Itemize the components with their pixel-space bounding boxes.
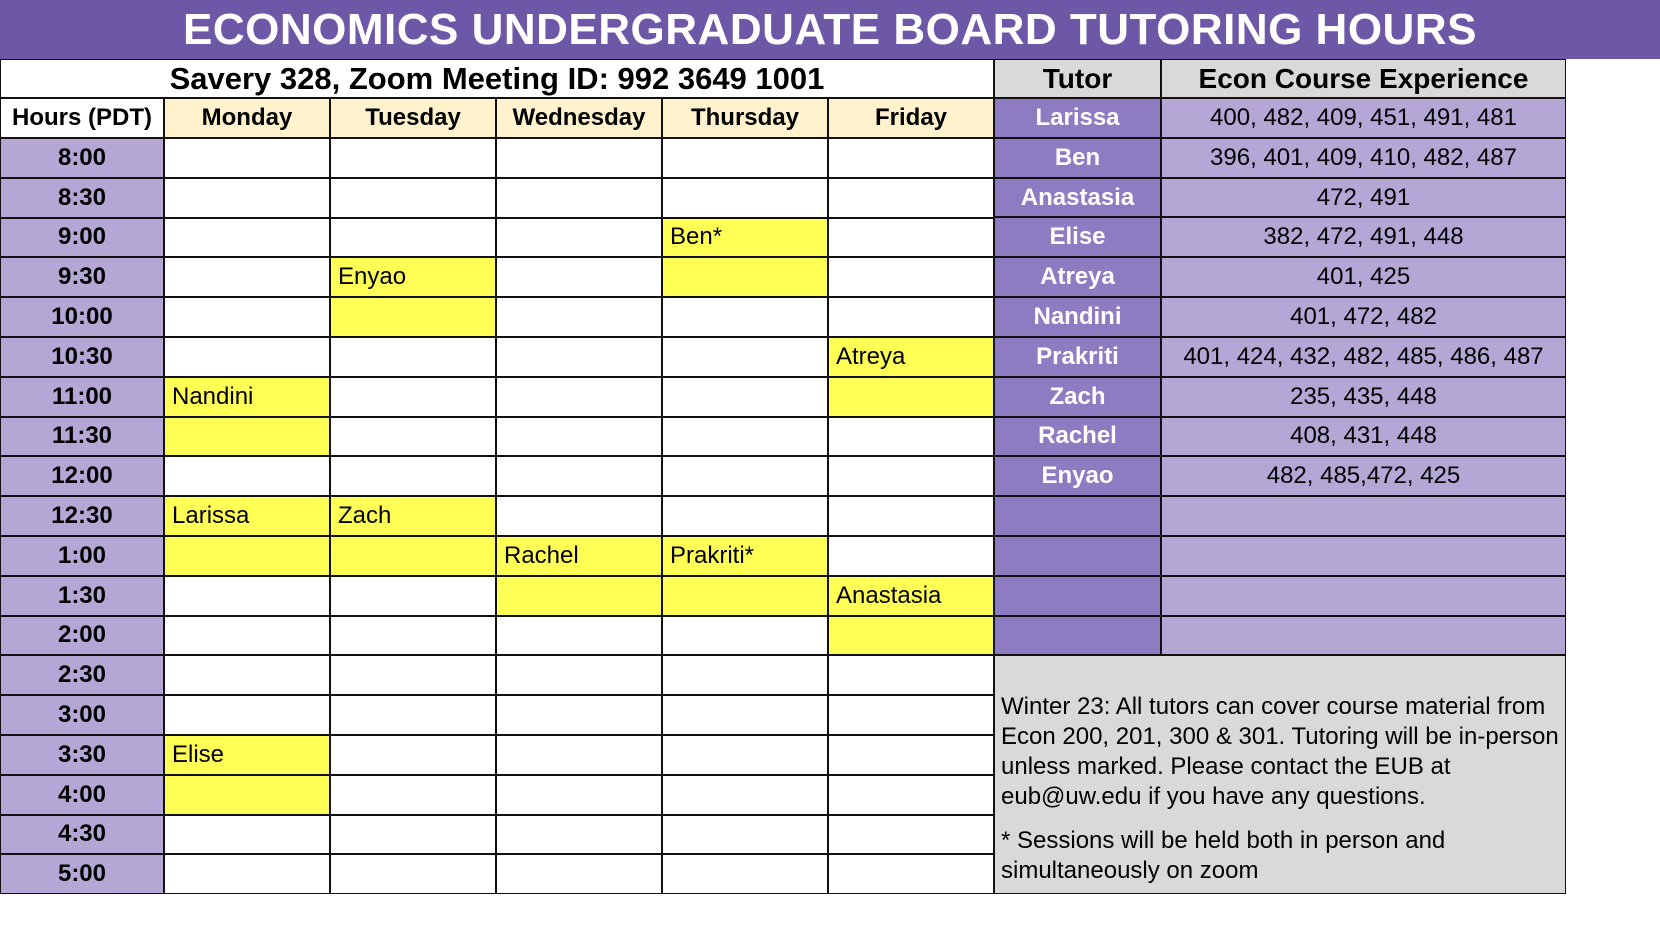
session-slot: [828, 377, 994, 417]
time-label: 5:00: [0, 854, 164, 894]
hours-column-header: Hours (PDT): [0, 98, 164, 138]
time-label: 11:00: [0, 377, 164, 417]
empty-slot: [330, 616, 496, 656]
tutor-name: Prakriti: [994, 337, 1161, 377]
empty-slot: [496, 655, 662, 695]
empty-slot: [164, 297, 330, 337]
notes-box: [994, 655, 1566, 894]
tutor-name: Rachel: [994, 417, 1161, 457]
time-label: 10:30: [0, 337, 164, 377]
time-label: 8:30: [0, 178, 164, 218]
empty-slot: [828, 815, 994, 855]
session-slot: Nandini: [164, 377, 330, 417]
empty-slot: [496, 138, 662, 178]
empty-slot: [828, 536, 994, 576]
tutor-name: [994, 616, 1161, 656]
empty-slot: [164, 854, 330, 894]
empty-slot: [330, 695, 496, 735]
session-slot: [496, 576, 662, 616]
empty-slot: [164, 655, 330, 695]
tutor-name: [994, 536, 1161, 576]
empty-slot: [496, 337, 662, 377]
empty-slot: [828, 257, 994, 297]
empty-slot: [330, 775, 496, 815]
empty-slot: [496, 377, 662, 417]
day-header-tuesday: Tuesday: [330, 98, 496, 138]
empty-slot: [662, 854, 828, 894]
empty-slot: [828, 456, 994, 496]
empty-slot: [164, 178, 330, 218]
empty-slot: [828, 854, 994, 894]
tutor-name: Ben: [994, 138, 1161, 178]
empty-slot: [330, 815, 496, 855]
time-label: 11:30: [0, 417, 164, 457]
empty-slot: [496, 735, 662, 775]
tutor-name: [994, 496, 1161, 536]
empty-slot: [330, 138, 496, 178]
empty-slot: [330, 456, 496, 496]
tutor-courses: 472, 491: [1161, 178, 1566, 218]
tutor-name: Nandini: [994, 297, 1161, 337]
time-label: 4:30: [0, 815, 164, 855]
tutor-courses: 482, 485,472, 425: [1161, 456, 1566, 496]
empty-slot: [496, 815, 662, 855]
empty-slot: [164, 456, 330, 496]
empty-slot: [662, 377, 828, 417]
empty-slot: [662, 775, 828, 815]
tutor-courses: 401, 424, 432, 482, 485, 486, 487: [1161, 337, 1566, 377]
empty-slot: [496, 695, 662, 735]
tutor-courses: 400, 482, 409, 451, 491, 481: [1161, 98, 1566, 138]
tutor-column-header: Tutor: [994, 59, 1161, 98]
tutor-name: Elise: [994, 217, 1161, 257]
empty-slot: [164, 257, 330, 297]
empty-slot: [662, 178, 828, 218]
time-label: 1:30: [0, 576, 164, 616]
empty-slot: [662, 417, 828, 457]
session-slot: Larissa: [164, 496, 330, 536]
tutor-courses: 396, 401, 409, 410, 482, 487: [1161, 138, 1566, 178]
session-slot: [164, 536, 330, 576]
empty-slot: [164, 695, 330, 735]
session-slot: [662, 257, 828, 297]
empty-slot: [330, 218, 496, 258]
empty-slot: [164, 218, 330, 258]
empty-slot: [330, 735, 496, 775]
session-slot: Prakriti*: [662, 536, 828, 576]
empty-slot: [828, 775, 994, 815]
tutor-name: Anastasia: [994, 178, 1161, 218]
time-label: 9:30: [0, 257, 164, 297]
empty-slot: [828, 178, 994, 218]
empty-slot: [496, 178, 662, 218]
empty-slot: [164, 616, 330, 656]
empty-slot: [496, 775, 662, 815]
notes-asterisk-text: * Sessions will be held both in person and simultaneously on zoom: [1001, 827, 1446, 885]
empty-slot: [828, 735, 994, 775]
session-slot: Elise: [164, 735, 330, 775]
empty-slot: [496, 257, 662, 297]
empty-slot: [496, 297, 662, 337]
empty-slot: [330, 854, 496, 894]
empty-slot: [164, 337, 330, 377]
empty-slot: [330, 417, 496, 457]
empty-slot: [662, 456, 828, 496]
tutor-name: Enyao: [994, 456, 1161, 496]
session-slot: Zach: [330, 496, 496, 536]
empty-slot: [330, 178, 496, 218]
time-label: 2:00: [0, 616, 164, 656]
session-slot: Rachel: [496, 536, 662, 576]
session-slot: [330, 536, 496, 576]
empty-slot: [496, 616, 662, 656]
session-slot: [164, 775, 330, 815]
empty-slot: [662, 695, 828, 735]
empty-slot: [496, 218, 662, 258]
empty-slot: [828, 297, 994, 337]
empty-slot: [828, 695, 994, 735]
course-experience-column-header: Econ Course Experience: [1161, 59, 1566, 98]
empty-slot: [164, 815, 330, 855]
session-slot: [330, 297, 496, 337]
session-slot: Ben*: [662, 218, 828, 258]
empty-slot: [164, 138, 330, 178]
time-label: 9:00: [0, 218, 164, 258]
empty-slot: [828, 218, 994, 258]
tutor-courses: [1161, 576, 1566, 616]
time-label: 4:00: [0, 775, 164, 815]
empty-slot: [496, 417, 662, 457]
session-slot: Atreya: [828, 337, 994, 377]
empty-slot: [330, 576, 496, 616]
time-label: 10:00: [0, 297, 164, 337]
time-label: 2:30: [0, 655, 164, 695]
empty-slot: [662, 297, 828, 337]
day-header-wednesday: Wednesday: [496, 98, 662, 138]
empty-slot: [496, 854, 662, 894]
tutor-name: Larissa: [994, 98, 1161, 138]
empty-slot: [330, 337, 496, 377]
tutor-name: Zach: [994, 377, 1161, 417]
session-slot: Enyao: [330, 257, 496, 297]
day-header-thursday: Thursday: [662, 98, 828, 138]
time-label: 12:00: [0, 456, 164, 496]
notes-main-text: Winter 23: All tutors can cover course material from Econ 200, 201, 300 & 301. Tutoring will be in-person unless marked. Please contact the EUB at eub@uw.edu if you have any questions.: [1001, 693, 1559, 811]
empty-slot: [496, 496, 662, 536]
page-title: ECONOMICS UNDERGRADUATE BOARD TUTORING HOURS: [0, 0, 1660, 59]
session-slot: [828, 616, 994, 656]
tutor-courses: 235, 435, 448: [1161, 377, 1566, 417]
location-header: Savery 328, Zoom Meeting ID: 992 3649 1001: [0, 59, 994, 98]
empty-slot: [828, 655, 994, 695]
tutor-courses: 401, 425: [1161, 257, 1566, 297]
tutor-courses: 382, 472, 491, 448: [1161, 217, 1566, 257]
session-slot: [662, 576, 828, 616]
empty-slot: [662, 616, 828, 656]
day-header-friday: Friday: [828, 98, 994, 138]
tutor-courses: 401, 472, 482: [1161, 297, 1566, 337]
time-label: 8:00: [0, 138, 164, 178]
tutor-courses: [1161, 616, 1566, 656]
empty-slot: [662, 138, 828, 178]
empty-slot: [828, 417, 994, 457]
empty-slot: [164, 576, 330, 616]
session-slot: [164, 417, 330, 457]
empty-slot: [330, 377, 496, 417]
empty-slot: [662, 337, 828, 377]
time-label: 1:00: [0, 536, 164, 576]
empty-slot: [662, 496, 828, 536]
empty-slot: [662, 815, 828, 855]
empty-slot: [496, 456, 662, 496]
time-label: 12:30: [0, 496, 164, 536]
empty-slot: [330, 655, 496, 695]
empty-slot: [828, 138, 994, 178]
time-label: 3:30: [0, 735, 164, 775]
empty-slot: [662, 655, 828, 695]
tutor-courses: 408, 431, 448: [1161, 417, 1566, 457]
tutor-name: Atreya: [994, 257, 1161, 297]
session-slot: Anastasia: [828, 576, 994, 616]
day-header-monday: Monday: [164, 98, 330, 138]
tutor-courses: [1161, 536, 1566, 576]
time-label: 3:00: [0, 695, 164, 735]
empty-slot: [828, 496, 994, 536]
tutor-courses: [1161, 496, 1566, 536]
empty-slot: [662, 735, 828, 775]
tutor-name: [994, 576, 1161, 616]
